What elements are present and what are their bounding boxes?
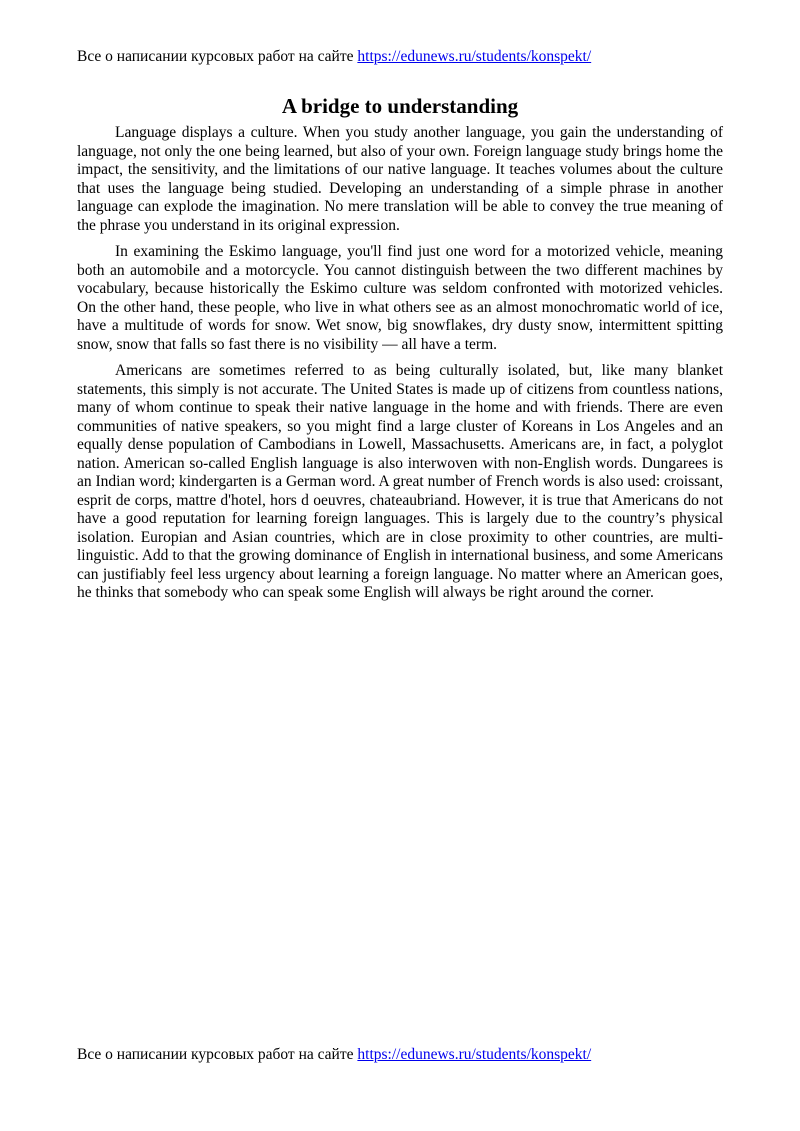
- paragraph-2: In examining the Eskimo language, you'll find just one word for a motorized vehicle, meaning both an automobile and a motorcycle. You cannot distinguish between the two different machines by vocabulary, because historically the Eskimo culture was seldom confronted with motorized vehicles. On the other hand, these people, who live in what others see as an almost monochromatic world of ice, have a multitude of words for snow. Wet snow, big snowflakes, dry dusty snow, intermittent spitting snow, snow that falls so fast there is no visibility — all have a term.: [77, 243, 723, 353]
- header-text: Все о написании курсовых работ на сайте: [77, 48, 354, 65]
- paragraph-3: Americans are sometimes referred to as being culturally isolated, but, like many blanket statements, this simply is not accurate. The United States is made up of citizens from countless nations, many of whom continue to speak their native language in the home and with friends. There are even communities of native speakers, so you might find a large cluster of Koreans in Los Angeles and an equally dense population of Cambodians in Lowell, Massachusetts. Americans are, in fact, a polyglot nation. American so-called English language is also interwoven with non-English words. Dungarees is an Indian word; kindergarten is a German word. A great number of French words is also used: croissant, esprit de corps, mattre d'hotel, hors d oeuvres, chateaubriand. However, it is true that Americans do not have a good reputation for learning foreign languages. This is largely due to the country’s physical isolation. Europian and Asian countries, which are in close proximity to other countries, are multi-linguistic. Add to that the growing dominance of English in international business, and some Americans can justifiably feel less urgency about learning a foreign language. No matter where an American goes, he thinks that somebody who can speak some English will always be right around the corner.: [77, 362, 723, 601]
- header-link[interactable]: https://edunews.ru/students/konspekt/: [357, 48, 592, 65]
- paragraph-1: Language displays a culture. When you study another language, you gain the understanding of language, not only the one being learned, but also of your own. Foreign language study brings home the impact, the sensitivity, and the limitations of our native language. It teaches volumes about the culture that uses the language being studied. Developing an understanding of a simple phrase in another language can explode the imagination. No mere translation will be able to convey the true meaning of the phrase you understand in its original expression.: [77, 124, 723, 234]
- document-title: A bridge to understanding: [281, 94, 519, 118]
- footer-text: Все о написании курсовых работ на сайте: [77, 1046, 354, 1063]
- footer-link[interactable]: https://edunews.ru/students/konspekt/: [357, 1046, 592, 1063]
- document-body: [77, 93, 723, 611]
- page-header: [77, 48, 591, 66]
- page-footer: [77, 1046, 591, 1064]
